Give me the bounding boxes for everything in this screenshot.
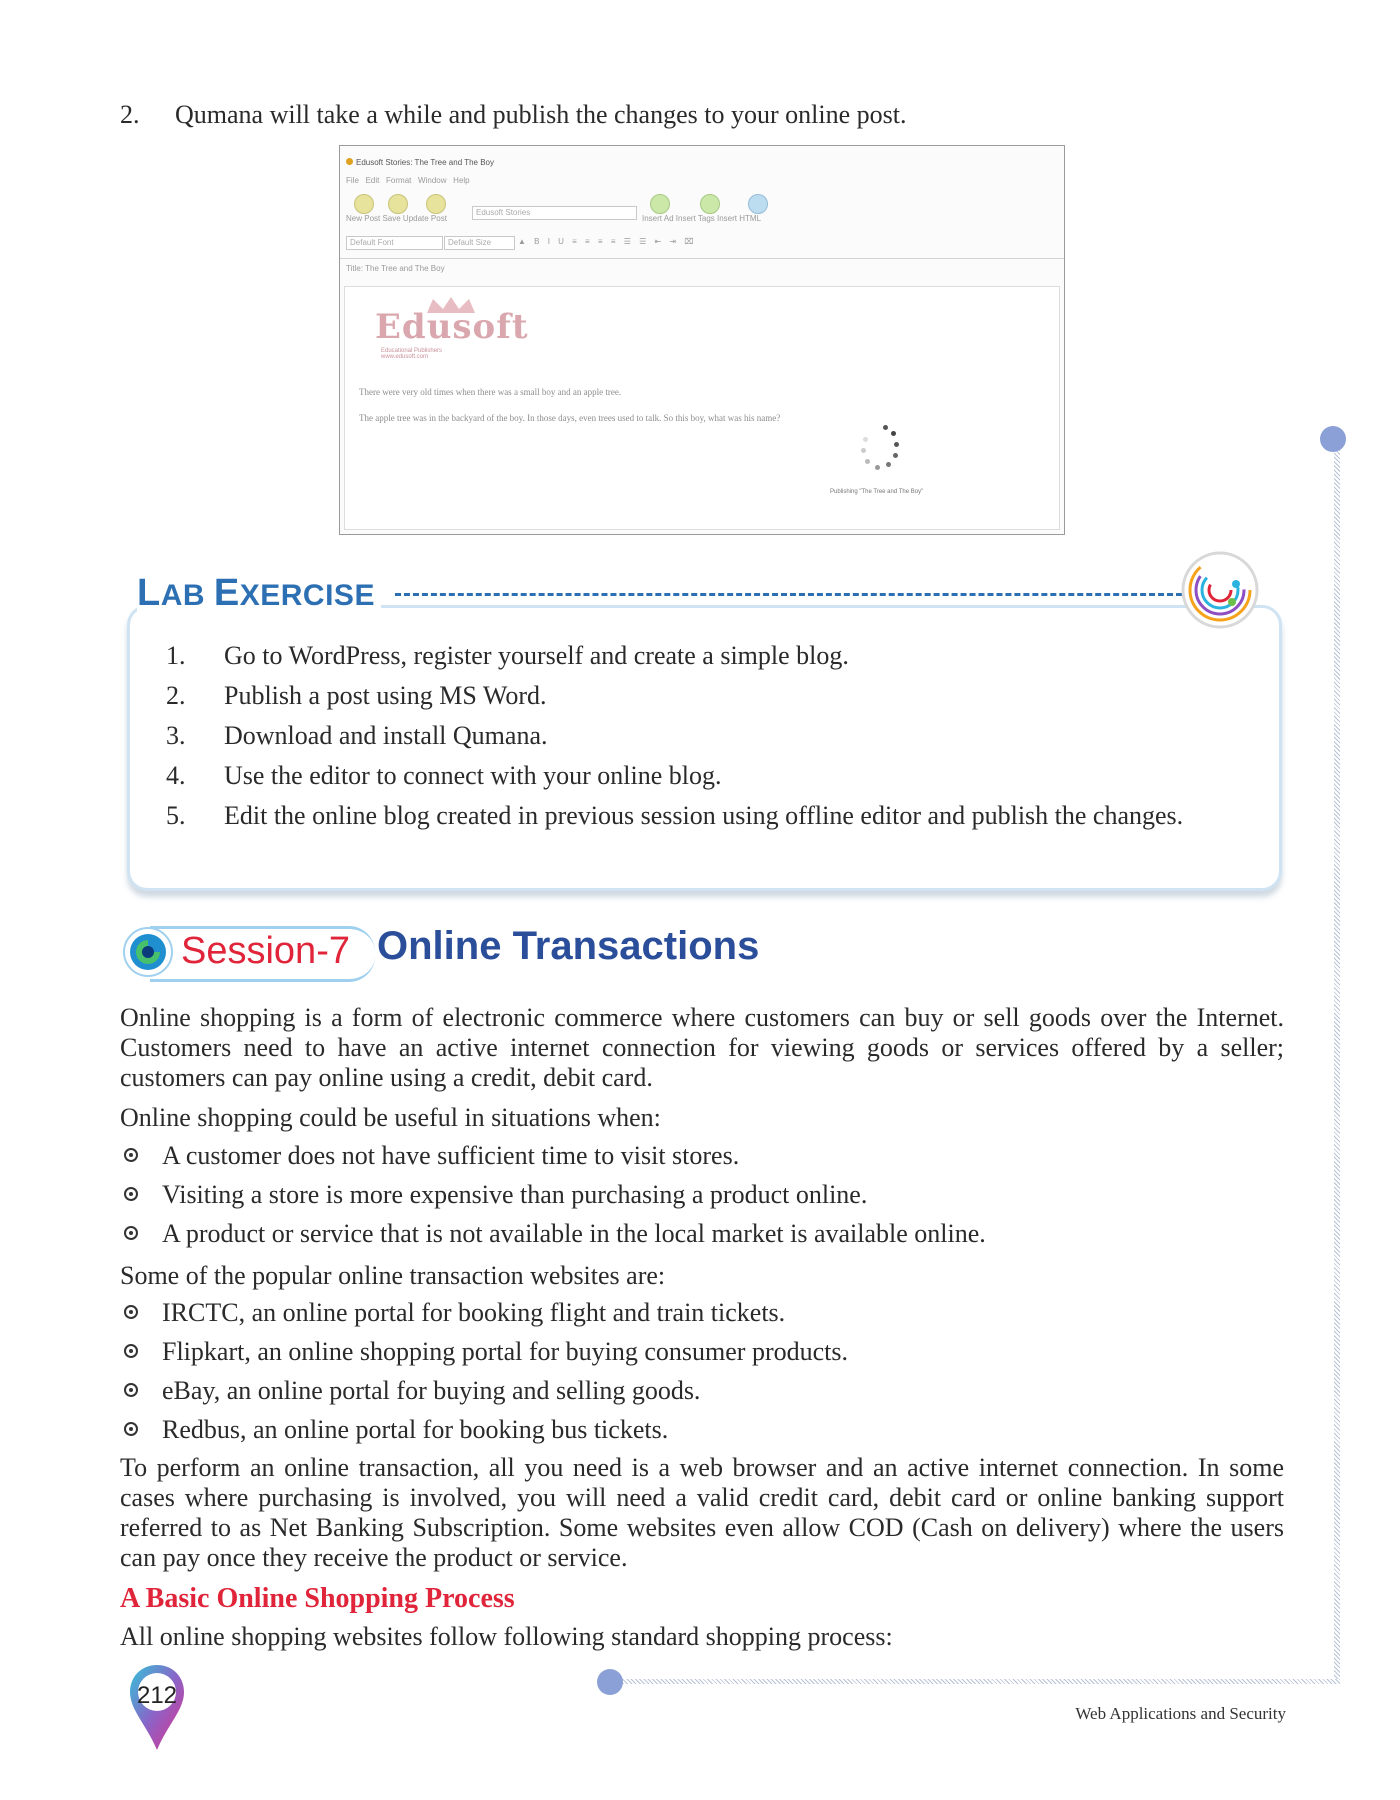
logo-tagline: Educational Publishers www.edusoft.com	[381, 348, 443, 360]
step-number: 2.	[120, 100, 140, 129]
app-icon	[346, 158, 353, 165]
toolbar-labels: New Post Save Update Post	[346, 214, 447, 223]
section-subheading: A Basic Online Shopping Process	[120, 1583, 515, 1614]
lab-item: 2. Publish a post using MS Word.	[166, 681, 547, 710]
format-toolbar-icon[interactable]: ▲ B I U ≡ ≡ ≡ ≡ ☰ ☰ ⇤ ⇥ ⌧	[518, 237, 697, 246]
situations-list	[120, 1141, 1284, 1258]
menu-help[interactable]: Help	[453, 176, 470, 185]
bullet-icon	[124, 1187, 138, 1201]
edusoft-logo	[375, 295, 529, 360]
story-line-2: The apple tree was in the backyard of the boy. In those days, even trees used to talk. So this boy, what was his name?	[359, 413, 781, 423]
list-item: A product or service that is not available in the local market is available online.	[120, 1219, 1284, 1249]
update-post-icon[interactable]	[426, 194, 446, 214]
lab-item: 3. Download and install Qumana.	[166, 721, 548, 750]
menu-window[interactable]: Window	[418, 176, 447, 185]
blog-select[interactable]: Edusoft Stories	[472, 206, 637, 220]
right-rule-dot	[1320, 426, 1346, 452]
transaction-paragraph: To perform an online transaction, all you need is a web browser and an active internet connection. In some cases where purchasing is involved, you will need a valid credit card, debit card or online banking support referred to as Net Banking Subscription. Some websites even allow COD (Cash on delivery) where the users can pay once they receive the product or service.	[120, 1453, 1284, 1572]
bullet-icon	[124, 1305, 138, 1319]
new-post-icon[interactable]	[354, 194, 374, 214]
session-icon	[122, 926, 174, 978]
list-item: Flipkart, an online shopping portal for buying consumer products.	[120, 1337, 1284, 1367]
lab-item: 1. Go to WordPress, register yourself and create a simple blog.	[166, 641, 849, 670]
save-icon[interactable]	[388, 194, 408, 214]
situations-intro: Online shopping could be useful in situations when:	[120, 1103, 661, 1132]
websites-list	[120, 1298, 1284, 1454]
bullet-icon	[124, 1422, 138, 1436]
menu-file[interactable]: File	[346, 176, 359, 185]
menu-format[interactable]: Format	[386, 176, 412, 185]
lab-item: 4. Use the editor to connect with your online blog.	[166, 761, 722, 790]
insert-html-icon[interactable]	[748, 194, 768, 214]
lab-badge-icon	[1180, 550, 1260, 630]
bottom-rule	[610, 1679, 1340, 1684]
page-number: 212	[136, 1682, 178, 1709]
publishing-status: Publishing "The Tree and The Boy"	[830, 489, 924, 495]
post-title-field[interactable]: Title: The Tree and The Boy	[346, 264, 445, 273]
list-item: Redbus, an online portal for booking bus tickets.	[120, 1415, 1284, 1445]
intro-paragraph: Online shopping is a form of electronic commerce where customers can buy or sell goods over the Internet. Customers need to have an active internet connection for viewing goods or services offered by a seller; customers can pay online using a credit, debit card.	[120, 1003, 1284, 1092]
divider	[340, 258, 1064, 259]
editor-content[interactable]	[344, 286, 1060, 530]
list-item: A customer does not have sufficient time to visit stores.	[120, 1141, 1284, 1171]
footer-book-title: Web Applications and Security	[1075, 1704, 1286, 1723]
list-item: IRCTC, an online portal for booking flight and train tickets.	[120, 1298, 1284, 1328]
bullet-icon	[124, 1383, 138, 1397]
bottom-rule-dot	[597, 1669, 623, 1695]
step-2	[120, 100, 906, 130]
lab-exercise-title: LAB EXERCISE	[137, 572, 381, 615]
size-select[interactable]: Default Size	[444, 236, 515, 250]
websites-intro: Some of the popular online transaction websites are:	[120, 1261, 666, 1290]
process-intro: All online shopping websites follow following standard shopping process:	[120, 1622, 893, 1651]
menu-bar	[346, 176, 470, 185]
session-title: Online Transactions	[377, 924, 760, 968]
session-number: Session-7	[181, 930, 350, 972]
lab-dashed-rule	[395, 593, 1182, 596]
insert-labels: Insert Ad Insert Tags Insert HTML	[642, 214, 762, 223]
right-margin-rule	[1334, 440, 1340, 1684]
font-select[interactable]: Default Font	[346, 236, 443, 250]
bullet-icon	[124, 1226, 138, 1240]
qumana-screenshot	[339, 145, 1065, 535]
list-item: eBay, an online portal for buying and selling goods.	[120, 1376, 1284, 1406]
lab-exercise-list	[166, 640, 1236, 840]
logo-word: Edusoft	[375, 307, 529, 347]
bullet-icon	[124, 1148, 138, 1162]
insert-tags-icon[interactable]	[700, 194, 720, 214]
lab-item: 5. Edit the online blog created in previous session using offline editor and publish the changes.	[166, 801, 1184, 830]
menu-edit[interactable]: Edit	[365, 176, 380, 185]
step-text: Qumana will take a while and publish the changes to your online post.	[175, 100, 907, 129]
insert-ad-icon[interactable]	[650, 194, 670, 214]
story-line-1: There were very old times when there was a small boy and an apple tree.	[359, 387, 622, 397]
list-item: Visiting a store is more expensive than purchasing a product online.	[120, 1180, 1284, 1210]
bullet-icon	[124, 1344, 138, 1358]
window-title: Edusoft Stories: The Tree and The Boy	[346, 158, 494, 167]
